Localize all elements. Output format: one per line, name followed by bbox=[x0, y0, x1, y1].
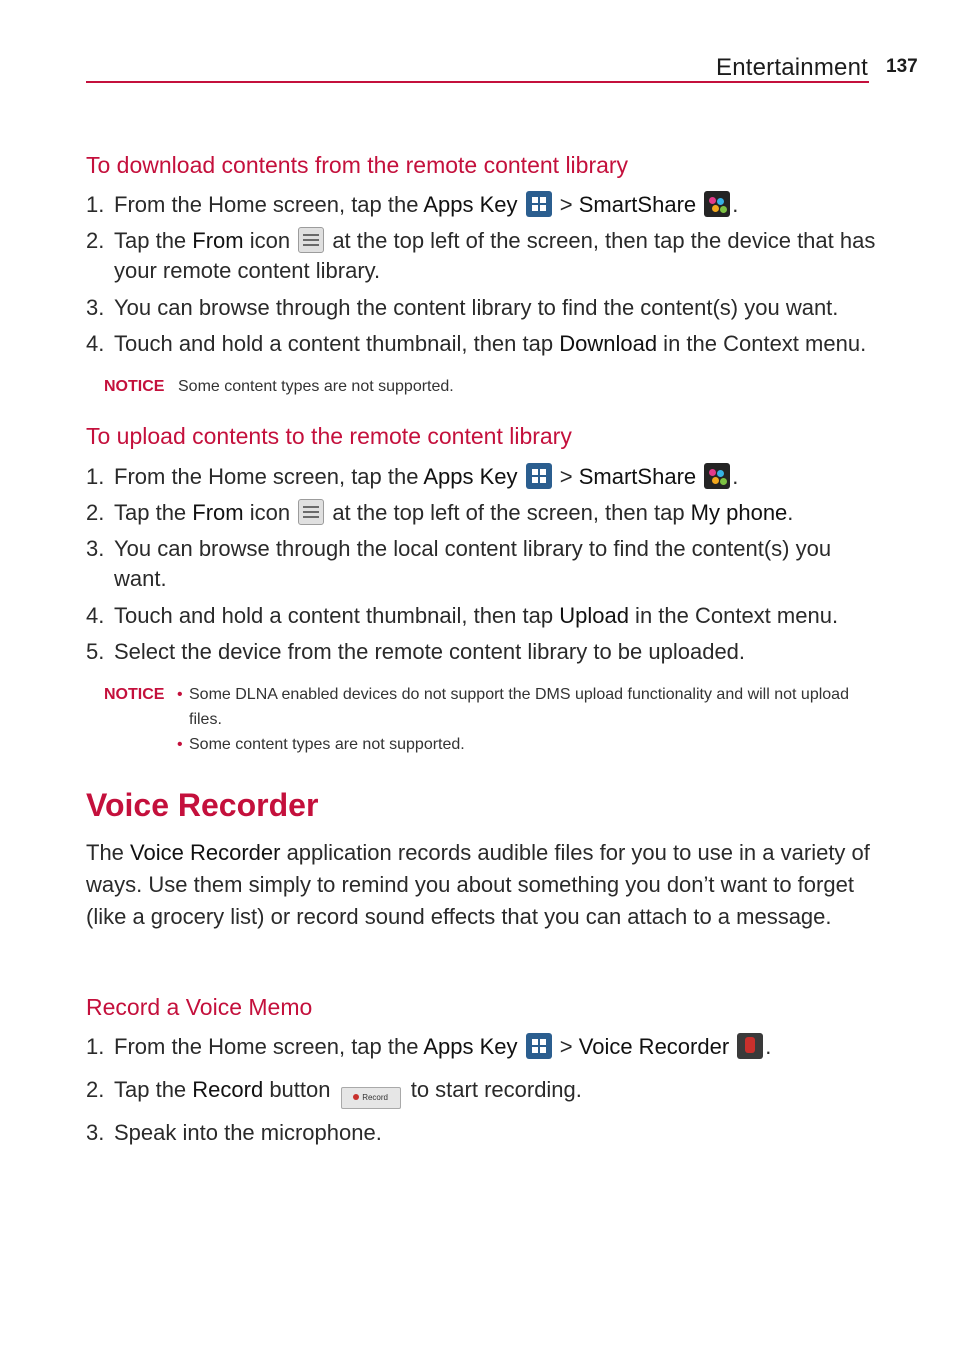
voice-recorder-title: Voice Recorder bbox=[86, 787, 319, 823]
step-text: in the Context menu. bbox=[628, 603, 839, 628]
step-text: icon bbox=[243, 500, 297, 525]
notice-text: Some content types are not supported. bbox=[189, 736, 465, 753]
smartshare-label: SmartShare bbox=[578, 192, 697, 217]
step-text: You can browse through the local content library to find the content(s) you want. bbox=[114, 536, 832, 591]
upload-step-3 bbox=[86, 534, 876, 594]
step-text: at the top left of the screen, then tap the device that has your remote content library. bbox=[114, 228, 876, 283]
from-label: From bbox=[192, 500, 244, 525]
bullet-icon: • bbox=[177, 736, 183, 753]
voice-step-2 bbox=[86, 1075, 876, 1109]
step-text: icon bbox=[243, 228, 297, 253]
step-text: From the Home screen, tap the bbox=[114, 464, 424, 489]
upload-notice-bullet-2 bbox=[177, 732, 877, 757]
step-text: You can browse through the content library to find the content(s) you want. bbox=[114, 295, 839, 320]
apps-key-label: Apps Key bbox=[423, 192, 518, 217]
step-text: From the Home screen, tap the bbox=[114, 192, 424, 217]
intro-text: application records audible files for you to use in a variety of ways. Use them simply to remind you about something you don’t want to forget (like a grocery list) or record sound effects that you can attach to a message. bbox=[86, 840, 870, 929]
record-button-icon bbox=[341, 1087, 401, 1109]
upload-step-4 bbox=[86, 601, 876, 631]
step-number: 1. bbox=[86, 1034, 105, 1059]
step-text: in the Context menu. bbox=[657, 331, 867, 356]
step-number: 2. bbox=[86, 500, 105, 525]
notice-label: NOTICE bbox=[104, 378, 165, 395]
upload-step-5 bbox=[86, 637, 876, 667]
voice-recorder-icon bbox=[737, 1033, 763, 1059]
step-separator: > bbox=[553, 1034, 579, 1059]
upload-notice-bullet-1 bbox=[177, 682, 877, 732]
voice-recorder-label: Voice Recorder bbox=[130, 840, 281, 865]
voice-step-1 bbox=[86, 1032, 876, 1062]
apps-key-icon bbox=[526, 463, 552, 489]
download-step-2 bbox=[86, 226, 876, 286]
smartshare-icon bbox=[704, 463, 730, 489]
page-number: 137 bbox=[886, 56, 918, 77]
record-dot-icon bbox=[353, 1094, 359, 1100]
notice-text: Some content types are not supported. bbox=[178, 378, 454, 395]
step-number: 3. bbox=[86, 295, 105, 320]
header-rule bbox=[86, 81, 869, 83]
upload-notice-label bbox=[104, 682, 178, 707]
step-number: 2. bbox=[86, 228, 105, 253]
step-text: to start recording. bbox=[404, 1077, 582, 1102]
download-notice bbox=[104, 374, 454, 399]
step-text: Speak into the microphone. bbox=[114, 1120, 382, 1145]
step-text: at the top left of the screen, then tap bbox=[326, 500, 691, 525]
step-text: Tap the bbox=[114, 228, 193, 253]
bullet-icon: • bbox=[177, 686, 183, 703]
record-button-label: Record bbox=[362, 1093, 388, 1102]
header-section-title: Entertainment bbox=[715, 54, 868, 81]
notice-text: Some DLNA enabled devices do not support the DMS upload functionality and will not upload files. bbox=[189, 686, 849, 728]
notice-label: NOTICE bbox=[104, 686, 165, 703]
download-heading: To download contents from the remote content library bbox=[86, 152, 629, 178]
step-text: Touch and hold a content thumbnail, then tap bbox=[114, 331, 560, 356]
step-end: . bbox=[732, 464, 739, 489]
my-phone-label: My phone bbox=[690, 500, 788, 525]
voice-recorder-intro bbox=[86, 837, 876, 933]
apps-key-icon bbox=[526, 1033, 552, 1059]
step-number: 4. bbox=[86, 603, 105, 628]
download-step-4 bbox=[86, 329, 876, 359]
step-separator: > bbox=[553, 192, 579, 217]
from-label: From bbox=[192, 228, 244, 253]
smartshare-icon bbox=[704, 191, 730, 217]
step-end: . bbox=[765, 1034, 772, 1059]
step-text: Select the device from the remote content library to be uploaded. bbox=[114, 639, 746, 664]
voice-recorder-label: Voice Recorder bbox=[578, 1034, 730, 1059]
step-text: button bbox=[263, 1077, 337, 1102]
from-menu-icon bbox=[298, 499, 324, 525]
record-label: Record bbox=[192, 1077, 264, 1102]
apps-key-icon bbox=[526, 191, 552, 217]
download-step-3 bbox=[86, 293, 876, 323]
upload-heading: To upload contents to the remote content library bbox=[86, 423, 572, 449]
intro-text: The bbox=[86, 840, 131, 865]
upload-step-2 bbox=[86, 498, 876, 528]
apps-key-label: Apps Key bbox=[423, 1034, 518, 1059]
step-text: Touch and hold a content thumbnail, then tap bbox=[114, 603, 560, 628]
step-text: From the Home screen, tap the bbox=[114, 1034, 424, 1059]
step-separator: > bbox=[553, 464, 579, 489]
step-text: Tap the bbox=[114, 1077, 193, 1102]
step-number: 3. bbox=[86, 1120, 105, 1145]
voice-step-3 bbox=[86, 1118, 876, 1148]
step-end: . bbox=[787, 500, 794, 525]
smartshare-label: SmartShare bbox=[578, 464, 697, 489]
upload-step-1 bbox=[86, 462, 876, 492]
step-number: 3. bbox=[86, 536, 105, 561]
step-number: 4. bbox=[86, 331, 105, 356]
upload-label: Upload bbox=[559, 603, 629, 628]
download-label: Download bbox=[559, 331, 658, 356]
step-number: 1. bbox=[86, 192, 105, 217]
apps-key-label: Apps Key bbox=[423, 464, 518, 489]
step-end: . bbox=[732, 192, 739, 217]
step-text: Tap the bbox=[114, 500, 193, 525]
step-number: 1. bbox=[86, 464, 105, 489]
download-step-1 bbox=[86, 190, 876, 220]
step-number: 5. bbox=[86, 639, 105, 664]
step-number: 2. bbox=[86, 1077, 105, 1102]
from-menu-icon bbox=[298, 227, 324, 253]
record-memo-heading: Record a Voice Memo bbox=[86, 994, 313, 1020]
